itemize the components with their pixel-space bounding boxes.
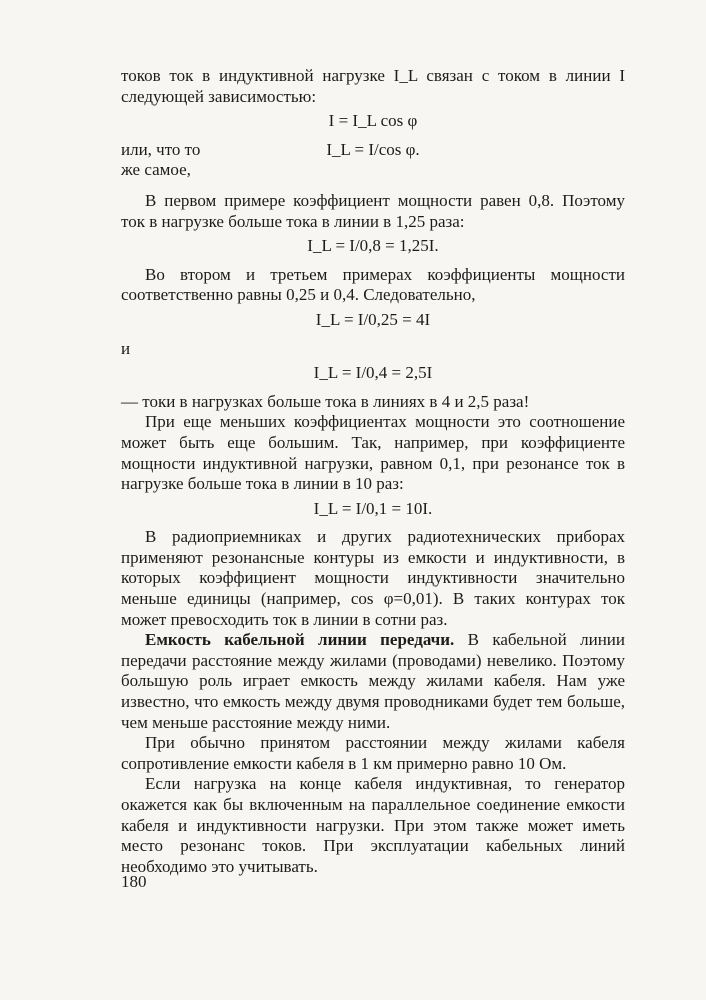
- paragraph-5-lead: и: [121, 338, 131, 358]
- page-number: 180: [121, 872, 147, 891]
- paragraph-3: В первом примере коэффициент мощности равен 0,8. Поэтому ток в нагрузке больше тока в линии в 1,25 раза:: [121, 190, 625, 231]
- formula-2: I_L = I/cos φ.: [326, 139, 420, 159]
- paragraph-2-lead: или, что то же самое,: [121, 139, 201, 180]
- formula-2-row: [121, 140, 625, 181]
- paragraph-9: [121, 630, 625, 733]
- formula-3: I_L = I/0,8 = 1,25I.: [307, 236, 439, 256]
- paragraph-10: При обычно принятом расстоянии между жилами кабеля сопротивление емкости кабеля в 1 км примерно равно 10 Ом.: [121, 733, 625, 773]
- paragraph-7: При еще меньших коэффициентах мощности это соотношение может быть еще большим. Так, например, при коэффициенте мощности индуктивной нагрузки, равном 0,1, при резонансе ток в нагрузке больше тока в линии в 10 раз:: [121, 412, 625, 494]
- paragraph-4: Во втором и третьем примерах коэффициенты мощности соответственно равны 0,25 и 0,4. Следовательно,: [121, 264, 625, 305]
- formula-6: I_L = I/0,1 = 10I.: [313, 498, 433, 518]
- paragraph-6: — токи в нагрузках больше тока в линиях в 4 и 2,5 раза!: [121, 391, 530, 411]
- formula-1: I = I_L cos φ: [328, 111, 418, 131]
- paragraph-9-text: В кабельной линии передачи расстояние между жилами (проводами) невелико. Поэтому большую роль играет емкость между жилами кабеля. Нам уже известно, что емкость между двумя проводниками будет тем больше, чем меньше расстояние между ними.: [121, 630, 625, 732]
- paragraph-8: В радиоприемниках и других радиотехнических приборах применяют резонансные контуры из емкости и индуктивности, в которых коэффициент мощности индуктивности значительно меньше единицы (например, cos φ=0,01). В таких контурах ток может превосходить ток в линии в сотни раз.: [121, 527, 625, 629]
- formula-5: I_L = I/0,4 = 2,5I: [313, 363, 433, 383]
- page-body: [121, 66, 625, 877]
- paragraph-11: Если нагрузка на конце кабеля индуктивная, то генератор окажется как бы включенным на параллельное соединение емкости кабеля и индуктивности нагрузки. При этом также может иметь место резонанс токов. При эксплуатации кабельных линий необходимо это учитывать.: [121, 774, 625, 876]
- paragraph-1: токов ток в индуктивной нагрузке I_L связан с током в линии I следующей зависимостью:: [121, 66, 625, 106]
- section-heading: Емкость кабельной линии передачи.: [145, 630, 455, 650]
- formula-4: I_L = I/0,25 = 4I: [315, 309, 431, 329]
